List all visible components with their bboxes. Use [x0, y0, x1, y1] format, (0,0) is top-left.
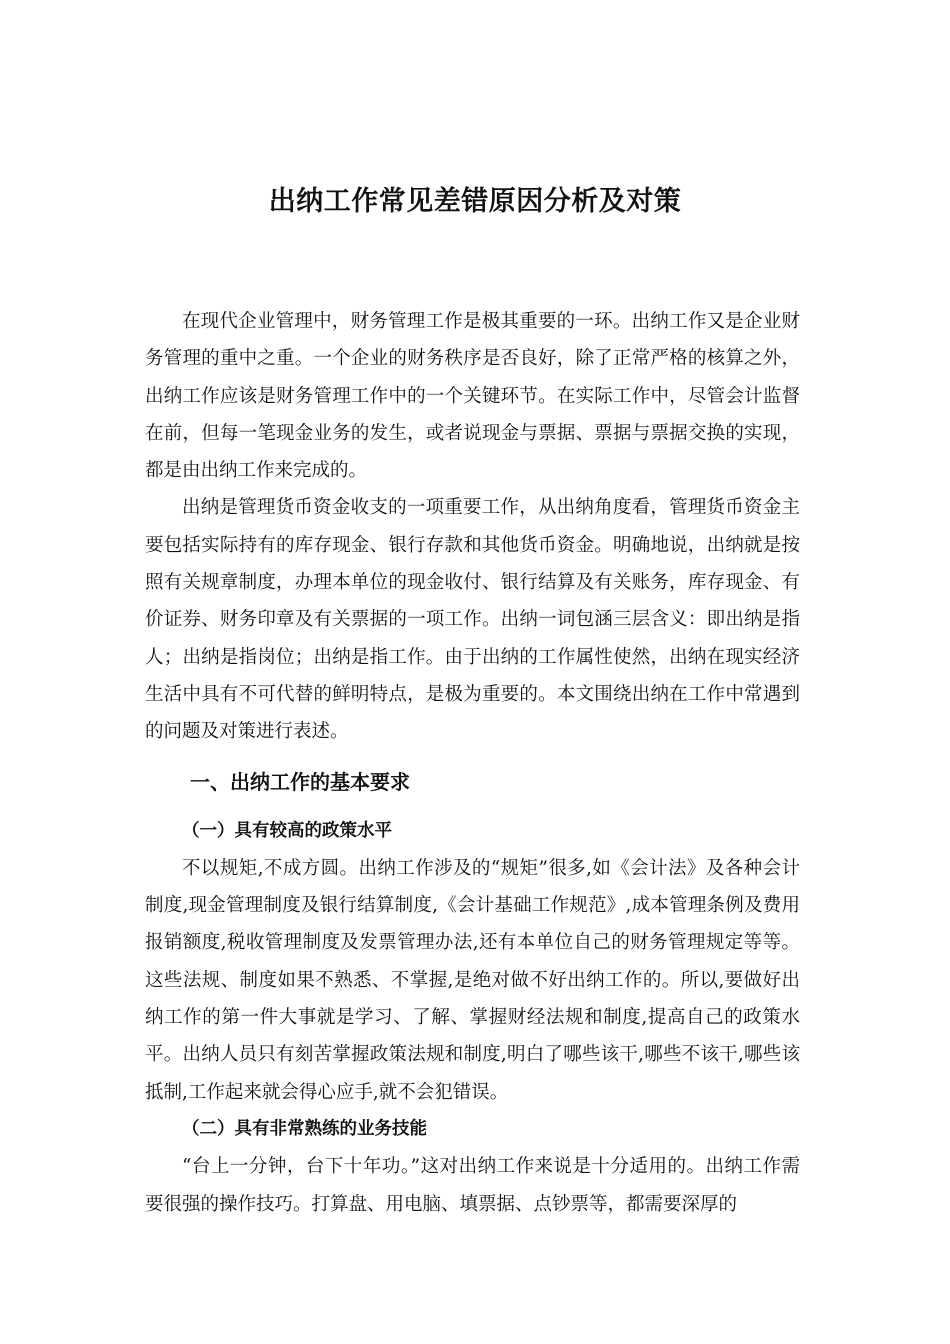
intro-paragraph-2: 出纳是管理货币资金收支的一项重要工作，从出纳角度看，管理货币资金主要包括实际持有的库存现金、银行存款和其他货币资金。明确地说，出纳就是按照有关规章制度，办理本单位的现金收付、银行结算及有关账务，库存现金、有价证券、财务印章及有关票据的一项工作。出纳一词包涵三层含义：即出纳是指人；出纳是指岗位；出纳是指工作。由于出纳的工作属性使然，出纳在现实经济生活中具有不可代替的鲜明特点，是极为重要的。本文围绕出纳在工作中常遇到的问题及对策进行表述。 [145, 497, 800, 743]
intro-paragraph-1: 在现代企业管理中，财务管理工作是极其重要的一环。出纳工作又是企业财务管理的重中之重。一个企业的财务秩序是否良好，除了正常严格的核算之外，出纳工作应该是财务管理工作中的一个关键环节。在实际工作中，尽管会计监督在前，但每一笔现金业务的发生，或者说现金与票据、票据与票据交换的实现，都是由出纳工作来完成的。 [145, 311, 800, 482]
section-heading-basic-requirements: 一、出纳工作的基本要求 [190, 769, 410, 794]
subsection-heading-policy-level: （一）具有较高的政策水平 [182, 820, 392, 841]
document-title: 出纳工作常见差错原因分析及对策 [268, 186, 682, 217]
subsection-paragraph-policy-level: 不以规矩,不成方圆。出纳工作涉及的“规矩”很多,如《会计法》及各种会计制度,现金管理制度及银行结算制度,《会计基础工作规范》,成本管理条例及费用报销额度,税收管理制度及发票管理办法,还有本单位自己的财务管理规定等等。这些法规、制度如果不熟悉、不掌握,是绝对做不好出纳工作的。所以,要做好出纳工作的第一件大事就是学习、了解、掌握财经法规和制度,提高自己的政策水平。出纳人员只有刻苦掌握政策法规和制度,明白了哪些该干,哪些不该干,哪些该抵制,工作起来就会得心应手,就不会犯错误。 [145, 857, 800, 1103]
document-body [145, 303, 800, 1223]
subsection-heading-business-skills: （二）具有非常熟练的业务技能 [182, 1118, 427, 1139]
subsection-paragraph-business-skills: “台上一分钟，台下十年功。”这对出纳工作来说是十分适用的。出纳工作需要很强的操作技巧。打算盘、用电脑、填票据、点钞票等，都需要深厚的 [145, 1156, 800, 1215]
